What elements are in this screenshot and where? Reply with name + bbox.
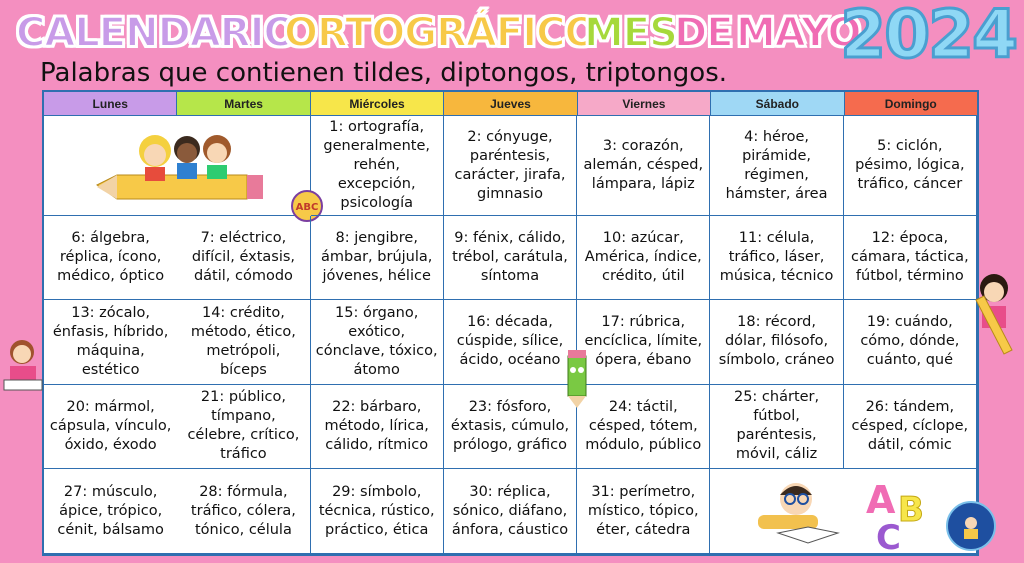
- day-cell-7: 7: eléctrico, difícil, éxtasis, dátil, cómodo: [177, 216, 310, 300]
- weekday-header-martes: Martes: [177, 92, 310, 116]
- weekday-header-jueves: Jueves: [444, 92, 577, 116]
- illustration-cell-kids: [44, 116, 318, 216]
- day-cell-14: 14: crédito, método, ético, metrópoli, bíceps: [177, 300, 310, 384]
- day-cell-29: 29: símbolo, técnica, rústico, práctico, ética: [311, 469, 444, 554]
- weekday-header-domingo: Domingo: [845, 92, 977, 116]
- title-word-calendario: CALENDARIO: [16, 10, 297, 56]
- day-cell-6: 6: álgebra, réplica, ícono, médico, óptico: [44, 216, 177, 300]
- day-cell-30: 30: réplica, sónico, diáfano, ánfora, cáustico: [444, 469, 577, 554]
- subtitle: Palabras que contienen tildes, diptongos, triptongos.: [40, 58, 728, 88]
- day-cell-9: 9: fénix, cálido, trébol, carátula, síntoma: [444, 216, 577, 300]
- day-cell-26: 26: tándem, césped, cíclope, dátil, cómic: [844, 385, 977, 469]
- day-cell-27: 27: músculo, ápice, trópico, cénit, bálsamo: [44, 469, 177, 554]
- day-cell-3: 3: corazón, alemán, césped, lámpara, lápiz: [577, 116, 710, 216]
- title-word-mayo: MAYO: [736, 10, 861, 56]
- calendar-grid: [44, 116, 977, 554]
- day-cell-22: 22: bárbaro, método, lírica, cálido, rítmico: [311, 385, 444, 469]
- day-cell-12: 12: época, cámara, táctica, fútbol, término: [844, 216, 977, 300]
- day-cell-11: 11: célula, tráfico, láser, música, técnico: [710, 216, 843, 300]
- illustration-cell-reader: [710, 469, 977, 554]
- title-word-de: DE: [674, 10, 733, 56]
- boy-reading-abc-illustration: [718, 471, 968, 551]
- letter-c: C: [876, 518, 902, 551]
- girl-with-pencil-icon: [966, 270, 1020, 364]
- day-cell-19: 19: cuándo, cómo, dónde, cuánto, qué: [844, 300, 977, 384]
- weekday-header-row: [44, 92, 977, 116]
- day-cell-17: 17: rúbrica, encíclica, límite, ópera, ébano: [577, 300, 710, 384]
- day-cell-1: 1: ortografía, generalmente, rehén, excepción, psicología: [311, 116, 444, 216]
- pencil-mascot-icon: [552, 346, 602, 410]
- day-cell-15: 15: órgano, exótico, cónclave, tóxico, átomo: [311, 300, 444, 384]
- weekday-header-viernes: Viernes: [578, 92, 711, 116]
- weekday-header-sabado: Sábado: [711, 92, 844, 116]
- girl-writing-icon: [0, 336, 46, 394]
- day-cell-25: 25: chárter, fútbol, paréntesis, móvil, cáliz: [710, 385, 843, 469]
- day-cell-4: 4: héroe, pirámide, régimen, hámster, área: [710, 116, 843, 216]
- day-cell-2: 2: cónyuge, paréntesis, carácter, jirafa, gimnasio: [444, 116, 577, 216]
- day-cell-28: 28: fórmula, tráfico, cólera, tónico, célula: [177, 469, 310, 554]
- abc-badge-text: ABC: [295, 202, 318, 213]
- day-cell-31: 31: perímetro, místico, tópico, éter, cátedra: [577, 469, 710, 554]
- title-word-mes: MES: [584, 10, 677, 56]
- title-word-ortografico: ORTOGRÁFICO: [284, 10, 598, 56]
- day-cell-8: 8: jengibre, ámbar, brújula, jóvenes, hélice: [311, 216, 444, 300]
- title-year: 2024: [840, 0, 1016, 73]
- day-cell-20: 20: mármol, cápsula, vínculo, óxido, éxodo: [44, 385, 177, 469]
- day-cell-21: 21: público, tímpano, célebre, crítico, tráfico: [177, 385, 310, 469]
- weekday-header-miercoles: Miércoles: [311, 92, 444, 116]
- kids-on-pencil-illustration: [77, 123, 277, 209]
- weekday-header-lunes: Lunes: [44, 92, 177, 116]
- day-cell-5: 5: ciclón, pésimo, lógica, tráfico, cáncer: [844, 116, 977, 216]
- day-cell-18: 18: récord, dólar, filósofo, símbolo, cráneo: [710, 300, 843, 384]
- author-logo-icon: [956, 511, 986, 541]
- day-cell-23: 23: fósforo, éxtasis, cúmulo, prólogo, gráfico: [444, 385, 577, 469]
- calendar-table: [42, 90, 979, 556]
- day-cell-13: 13: zócalo, énfasis, híbrido, máquina, estético: [44, 300, 177, 384]
- author-logo: [946, 501, 996, 551]
- day-cell-16: 16: década, cúspide, sílice, ácido, océano: [444, 300, 577, 384]
- letter-a: A: [866, 478, 896, 522]
- letter-b: B: [898, 490, 925, 530]
- day-cell-10: 10: azúcar, América, índice, crédito, útil: [577, 216, 710, 300]
- day-cell-24: 24: táctil, césped, tótem, módulo, público: [577, 385, 710, 469]
